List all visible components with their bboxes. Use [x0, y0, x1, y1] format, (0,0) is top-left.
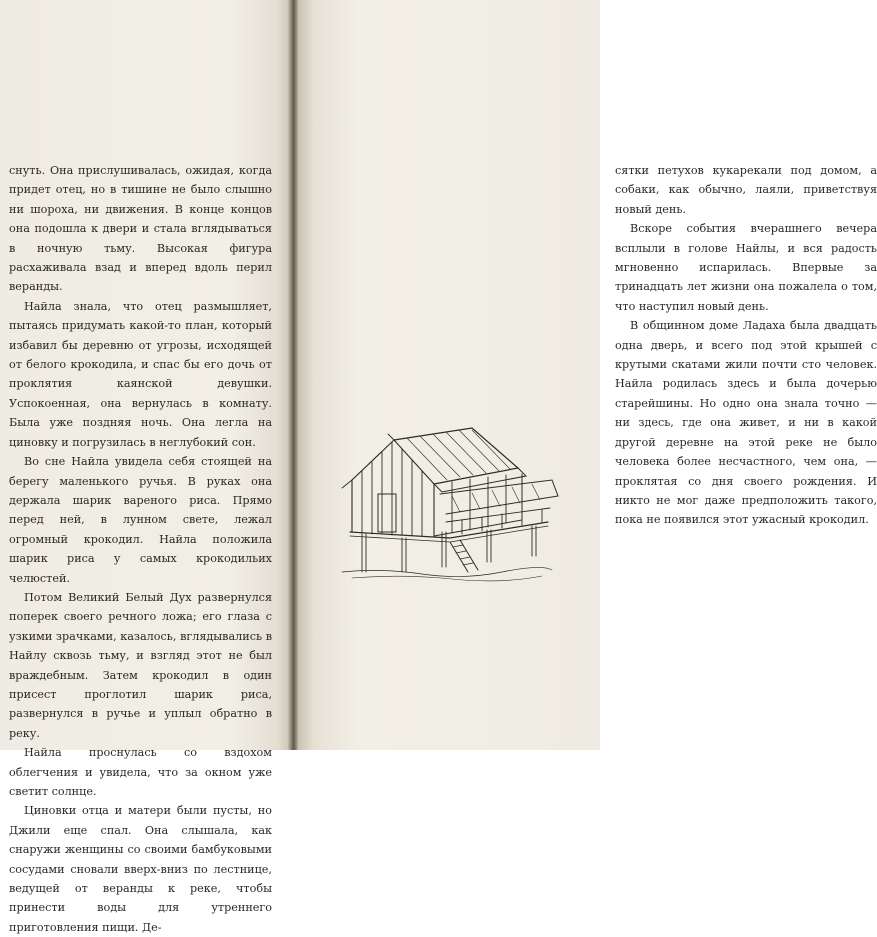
book-spine — [287, 0, 299, 750]
paragraph: Во сне Найла увидела себя стоящей на берегу маленького ручья. В руках она держала шарик вареного риса. Прямо перед ней, в лунном свете, лежал огромный крокодил. Найла положила шарик риса у самых крокодильих челюстей. — [9, 455, 272, 585]
paragraph: снуть. Она прислушивалась, ожидая, когда придет отец, но в тишине не было слышно ни шороха, ни движения. В конце концов она подошла к двери и стала вглядываться в ночную тьму. Высокая фигура расхаживала взад и вперед вдоль перил веранды. — [9, 164, 272, 294]
left-page — [0, 0, 289, 934]
left-page-text — [9, 161, 272, 937]
paragraph: Найла знала, что отец размышляет, пытаясь придумать какой-то план, который избавил бы деревню от угрозы, исходящей от белого крокодила, и спас бы его дочь от проклятия каянской девушки. Успокоенная, она вернулась в комнату. Была уже поздняя ночь. Она легла на циновку и погрузилась в неглубокий сон. — [9, 299, 272, 449]
paragraph: В общинном доме Ладаха была двадцать одна дверь, и всего под этой крышей с крутыми скатами жили почти сто человек. Найла родилась здесь и была дочерью старейшины. Но одно она знала точно — ни здесь, где она живет, и ни в какой другой деревне на этой реке не было человека более несчастного, чем она, — проклятая со дня своего рождения. И никто не мог даже предположить такого, пока не появился этот ужасный крокодил. — [615, 319, 877, 527]
paragraph: Найла проснулась со вздохом облегчения и увидела, что за окном уже светит солнце. — [9, 746, 272, 798]
stilt-longhouse-sketch-icon — [322, 422, 562, 584]
paragraph: Потом Великий Белый Дух развернулся поперек своего речного ложа; его глаза с узкими зрачками, казалось, вглядывались в Найлу сквозь тьму, и взгляд этот не был враждебным. Затем крокодил в один присест проглотил шарик риса, развернулся в ручье и уплыл обратно в реку. — [9, 590, 272, 740]
paragraph: Циновки отца и матери были пусты, но Джили еще спал. Она слышала, как снаружи женщины со своими бамбуковыми сосудами сновали вверх-вниз по лестнице, ведущей от веранды к реке, чтобы принести воды для утреннего приготовления пищи. Де- — [9, 804, 272, 934]
paragraph: сятки петухов кукарекали под домом, а собаки, как обычно, лаяли, приветствуя новый день. — [615, 164, 877, 216]
right-page-text — [615, 161, 877, 530]
right-page — [299, 0, 877, 750]
paragraph: Вскоре события вчерашнего вечера всплыли в голове Найлы, и вся радость мгновенно испарилась. Впервые за тринадцать лет жизни она пожалела о том, что наступил новый день. — [615, 222, 877, 313]
